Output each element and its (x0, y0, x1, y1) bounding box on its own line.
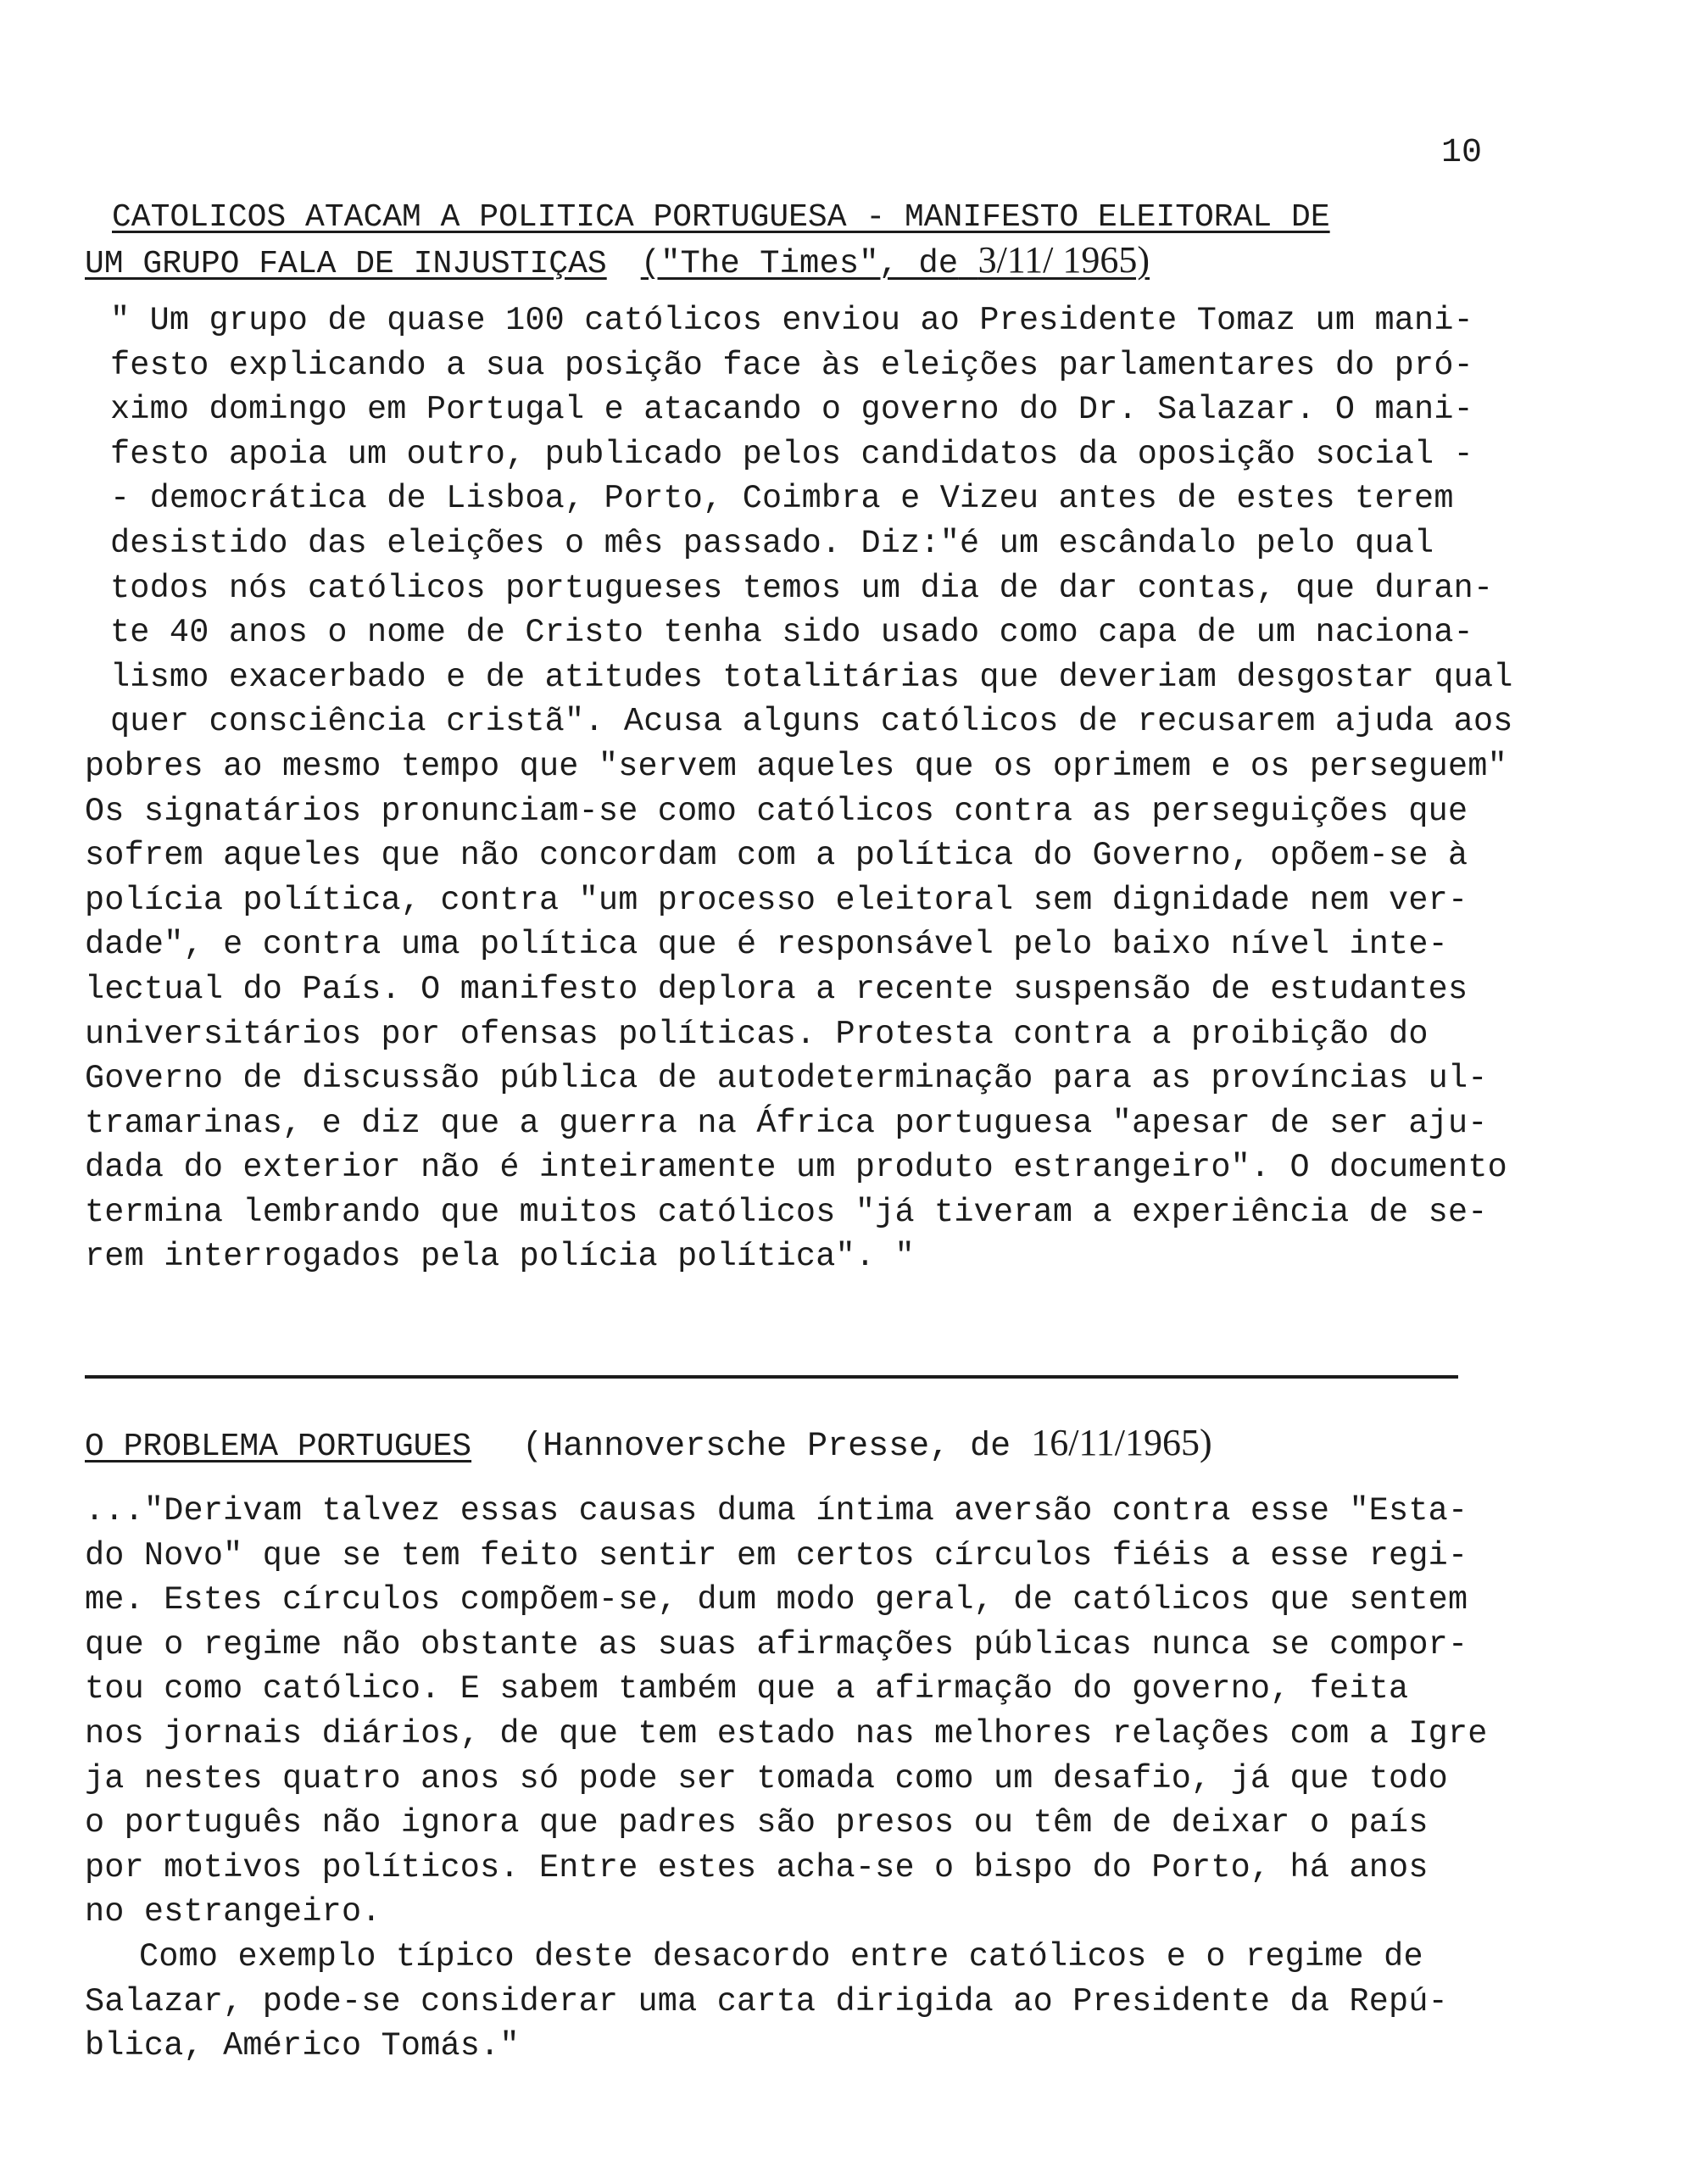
article-1-line: universitários por ofensas políticas. Protesta contra a proibição do (85, 1015, 1429, 1053)
article-2-line: que o regime não obstante as suas afirmações públicas nunca se compor- (85, 1625, 1468, 1663)
article-1-source-name: ("The Times", de (640, 245, 959, 282)
article-2-line: no estrangeiro. (85, 1893, 382, 1931)
article-2-source (522, 1422, 1212, 1466)
article-1-line: sofrem aqueles que não concordam com a política do Governo, opõem-se à (85, 837, 1468, 875)
article-1-line: rem interrogados pela polícia política". " (85, 1238, 915, 1276)
article-1-line: Os signatários pronunciam-se como católicos contra as perseguições que (85, 792, 1468, 830)
article-2-line: tou como católico. E sabem também que a afirmação do governo, feita (85, 1670, 1409, 1708)
article-1-headline-line-1 (112, 197, 1401, 239)
article-2-line: nos jornais diários, de que tem estado nas melhores relações com a Igre (85, 1714, 1488, 1752)
article-2-line: Salazar, pode-se considerar uma carta dirigida ao Presidente da Repú- (85, 1982, 1448, 2020)
article-2-line: por motivos políticos. Entre estes acha-se o bispo do Porto, há anos (85, 1848, 1429, 1886)
article-1-line: ximo domingo em Portugal e atacando o governo do Dr. Salazar. O mani- (110, 391, 1473, 429)
article-1-headline-text-1: CATOLICOS ATACAM A POLITICA PORTUGUESA - MANIFESTO ELEITORAL DE (112, 199, 1330, 236)
article-1-line: todos nós católicos portugueses temos um dia de dar contas, que duran- (110, 569, 1494, 607)
article-1-headline-text-2: UM GRUPO FALA DE INJUSTIÇAS (85, 246, 607, 282)
article-2-source-name: (Hannoversche Presse, de (522, 1428, 1011, 1466)
page-number: 10 (1441, 134, 1483, 172)
article-2-source-date: 16/11/1965) (1031, 1422, 1212, 1463)
article-1-source-date: 3/11/ 1965) (977, 239, 1150, 281)
article-2-line: Como exemplo típico deste desacordo entre católicos e o regime de (139, 1937, 1423, 1975)
article-1-line: quer consciência cristã". Acusa alguns católicos de recusarem ajuda aos (110, 703, 1513, 741)
article-2-title-line (85, 1421, 1212, 1466)
article-2-line: blica, Américo Tomás." (85, 2027, 520, 2065)
article-1-line: polícia política, contra "um processo eleitoral sem dignidade nem ver- (85, 881, 1468, 919)
article-1-line: " Um grupo de quase 100 católicos enviou ao Presidente Tomaz um mani- (110, 302, 1473, 339)
article-1-line: Governo de discussão pública de autodeterminação para as províncias ul- (85, 1060, 1488, 1098)
article-1-line: dade", e contra uma política que é responsável pelo baixo nível inte- (85, 926, 1448, 964)
article-1-line: lectual do País. O manifesto deplora a recente suspensão de estudantes (85, 970, 1468, 1008)
article-1-line: desistido das eleições o mês passado. Diz:"é um escândalo pelo qual (110, 524, 1434, 562)
article-1-line: termina lembrando que muitos católicos "já tiveram a experiência de se- (85, 1193, 1488, 1231)
article-1-line: tramarinas, e diz que a guerra na África portuguesa "apesar de ser aju- (85, 1104, 1488, 1142)
article-1-source (640, 239, 1150, 282)
article-1-body (85, 298, 1526, 1279)
article-1-line: te 40 anos o nome de Cristo tenha sido usado como capa de um naciona- (110, 614, 1473, 652)
article-1-line: lismo exacerbado e de atitudes totalitárias que deveriam desgostar qual (110, 658, 1513, 696)
article-2-line: o português não ignora que padres são presos ou têm de deixar o país (85, 1804, 1429, 1842)
article-1-line: dada do exterior não é inteiramente um produto estrangeiro". O documento (85, 1149, 1507, 1187)
article-2-line: ja nestes quatro anos só pode ser tomada como um desafio, já que todo (85, 1759, 1448, 1797)
article-1-line: - democrática de Lisboa, Porto, Coimbra e Vizeu antes de estes terem (110, 480, 1454, 518)
article-2-line: me. Estes círculos compõem-se, dum modo geral, de católicos que sentem (85, 1581, 1468, 1619)
article-1-line: festo apoia um outro, publicado pelos candidatos da oposição social - (110, 435, 1473, 473)
article-2-line: do Novo" que se tem feito sentir em certos círculos fiéis a esse regi- (85, 1536, 1468, 1574)
section-divider (85, 1375, 1458, 1379)
article-1-line: pobres ao mesmo tempo que "servem aqueles que os oprimem e os perseguem" (85, 747, 1507, 785)
article-2-title: O PROBLEMA PORTUGUES (85, 1429, 472, 1465)
article-1-line: festo explicando a sua posição face às eleições parlamentares do pró- (110, 346, 1473, 384)
article-2-body (85, 1489, 1526, 2069)
article-1-headline-line-2 (85, 239, 1373, 286)
article-2-line: ..."Derivam talvez essas causas duma íntima aversão contra esse "Esta- (85, 1492, 1468, 1529)
